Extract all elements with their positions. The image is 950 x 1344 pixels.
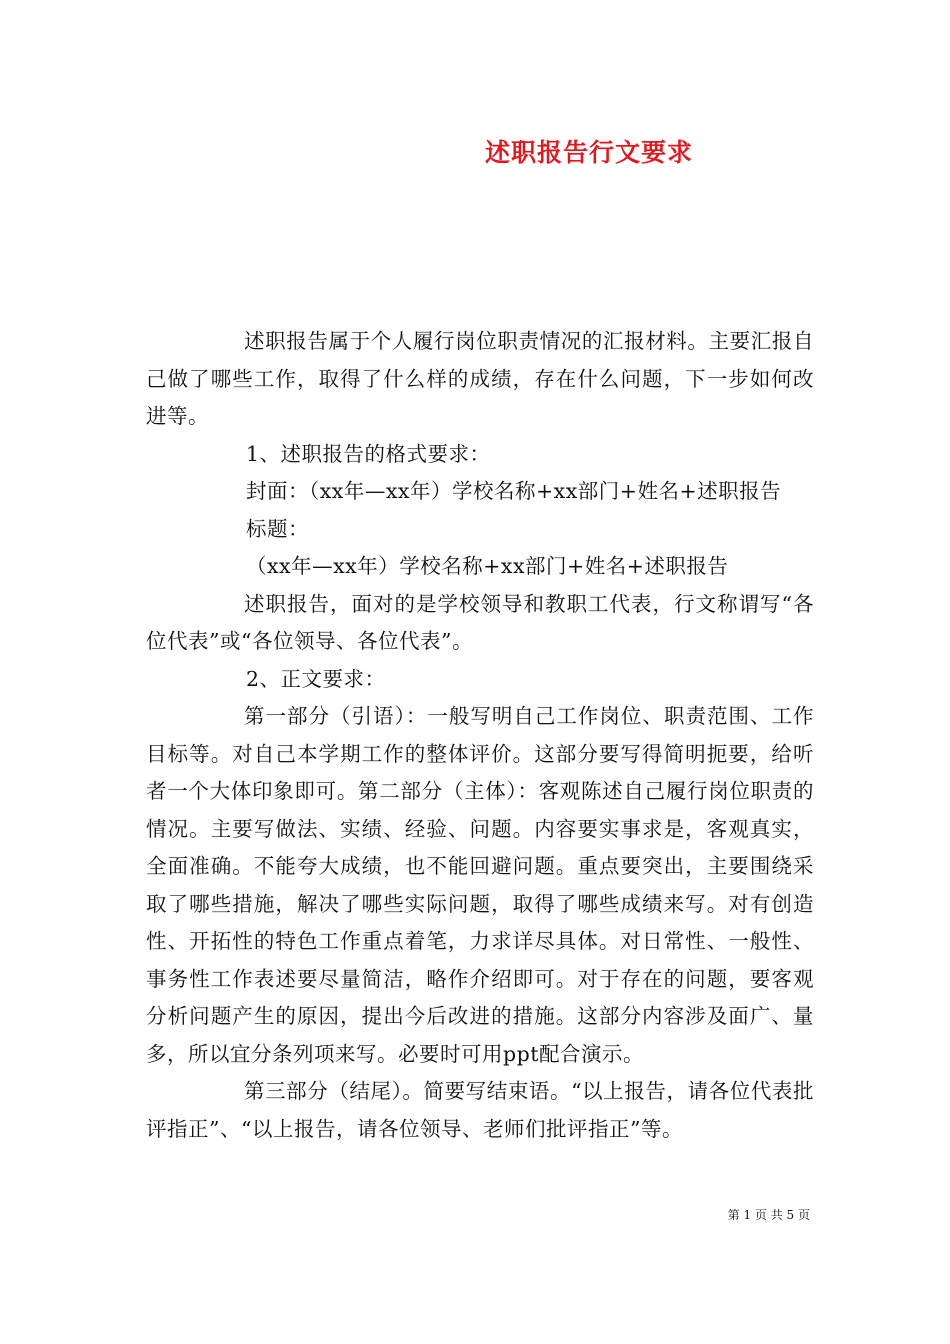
page-number: 第 1 页 共 5 页 <box>727 1208 810 1222</box>
paragraph-part-one-two: 第一部分（引语）：一般写明自己工作岗位、职责范围、工作目标等。对自己本学期工作的整体评价。这部分要写得简明扼要，给听者一个大体印象即可。第二部分（主体）：客观陈述自己履行岗位职责的情况。主要写做法、实绩、经验、问题。内容要实事求是，客观真实，全面准确。不能夸大成绩，也不能回避问题。重点要突出，主要围绕采取了哪些措施，解决了哪些实际问题，取得了哪些成绩来写。对有创造性、开拓性的特色工作重点着笔，力求详尽具体。对日常性、一般性、事务性工作表述要尽量简洁，略作介绍即可。对于存在的问题，要客观分析问题产生的原因，提出今后改进的措施。这部分内容涉及面广、量多，所以宜分条列项来写。必要时可用ppt配合演示。 <box>146 704 814 1066</box>
paragraph-title-format: （xx年—xx年）学校名称+xx部门+姓名+述职报告 <box>246 554 729 578</box>
document-body <box>146 323 814 1148</box>
paragraph-cover: 封面：（xx年—xx年）学校名称+xx部门+姓名+述职报告 <box>246 479 782 503</box>
paragraph-address: 述职报告，面对的是学校领导和教职工代表，行文称谓写“各位代表”或“各位领导、各位代表”。 <box>146 591 814 653</box>
paragraph-title-label: 标题： <box>246 516 309 541</box>
paragraph-intro: 述职报告属于个人履行岗位职责情况的汇报材料。主要汇报自己做了哪些工作，取得了什么样的成绩，存在什么问题，下一步如何改进等。 <box>146 329 814 428</box>
heading-body-requirements: 2、正文要求： <box>246 666 386 691</box>
paragraph-part-three: 第三部分（结尾）。简要写结束语。“以上报告，请各位代表批评指正”、“以上报告，请各位领导、老师们批评指正”等。 <box>146 1079 814 1141</box>
document-title: 述职报告行文要求 <box>484 138 693 167</box>
heading-format-requirements: 1、述职报告的格式要求： <box>246 441 491 466</box>
